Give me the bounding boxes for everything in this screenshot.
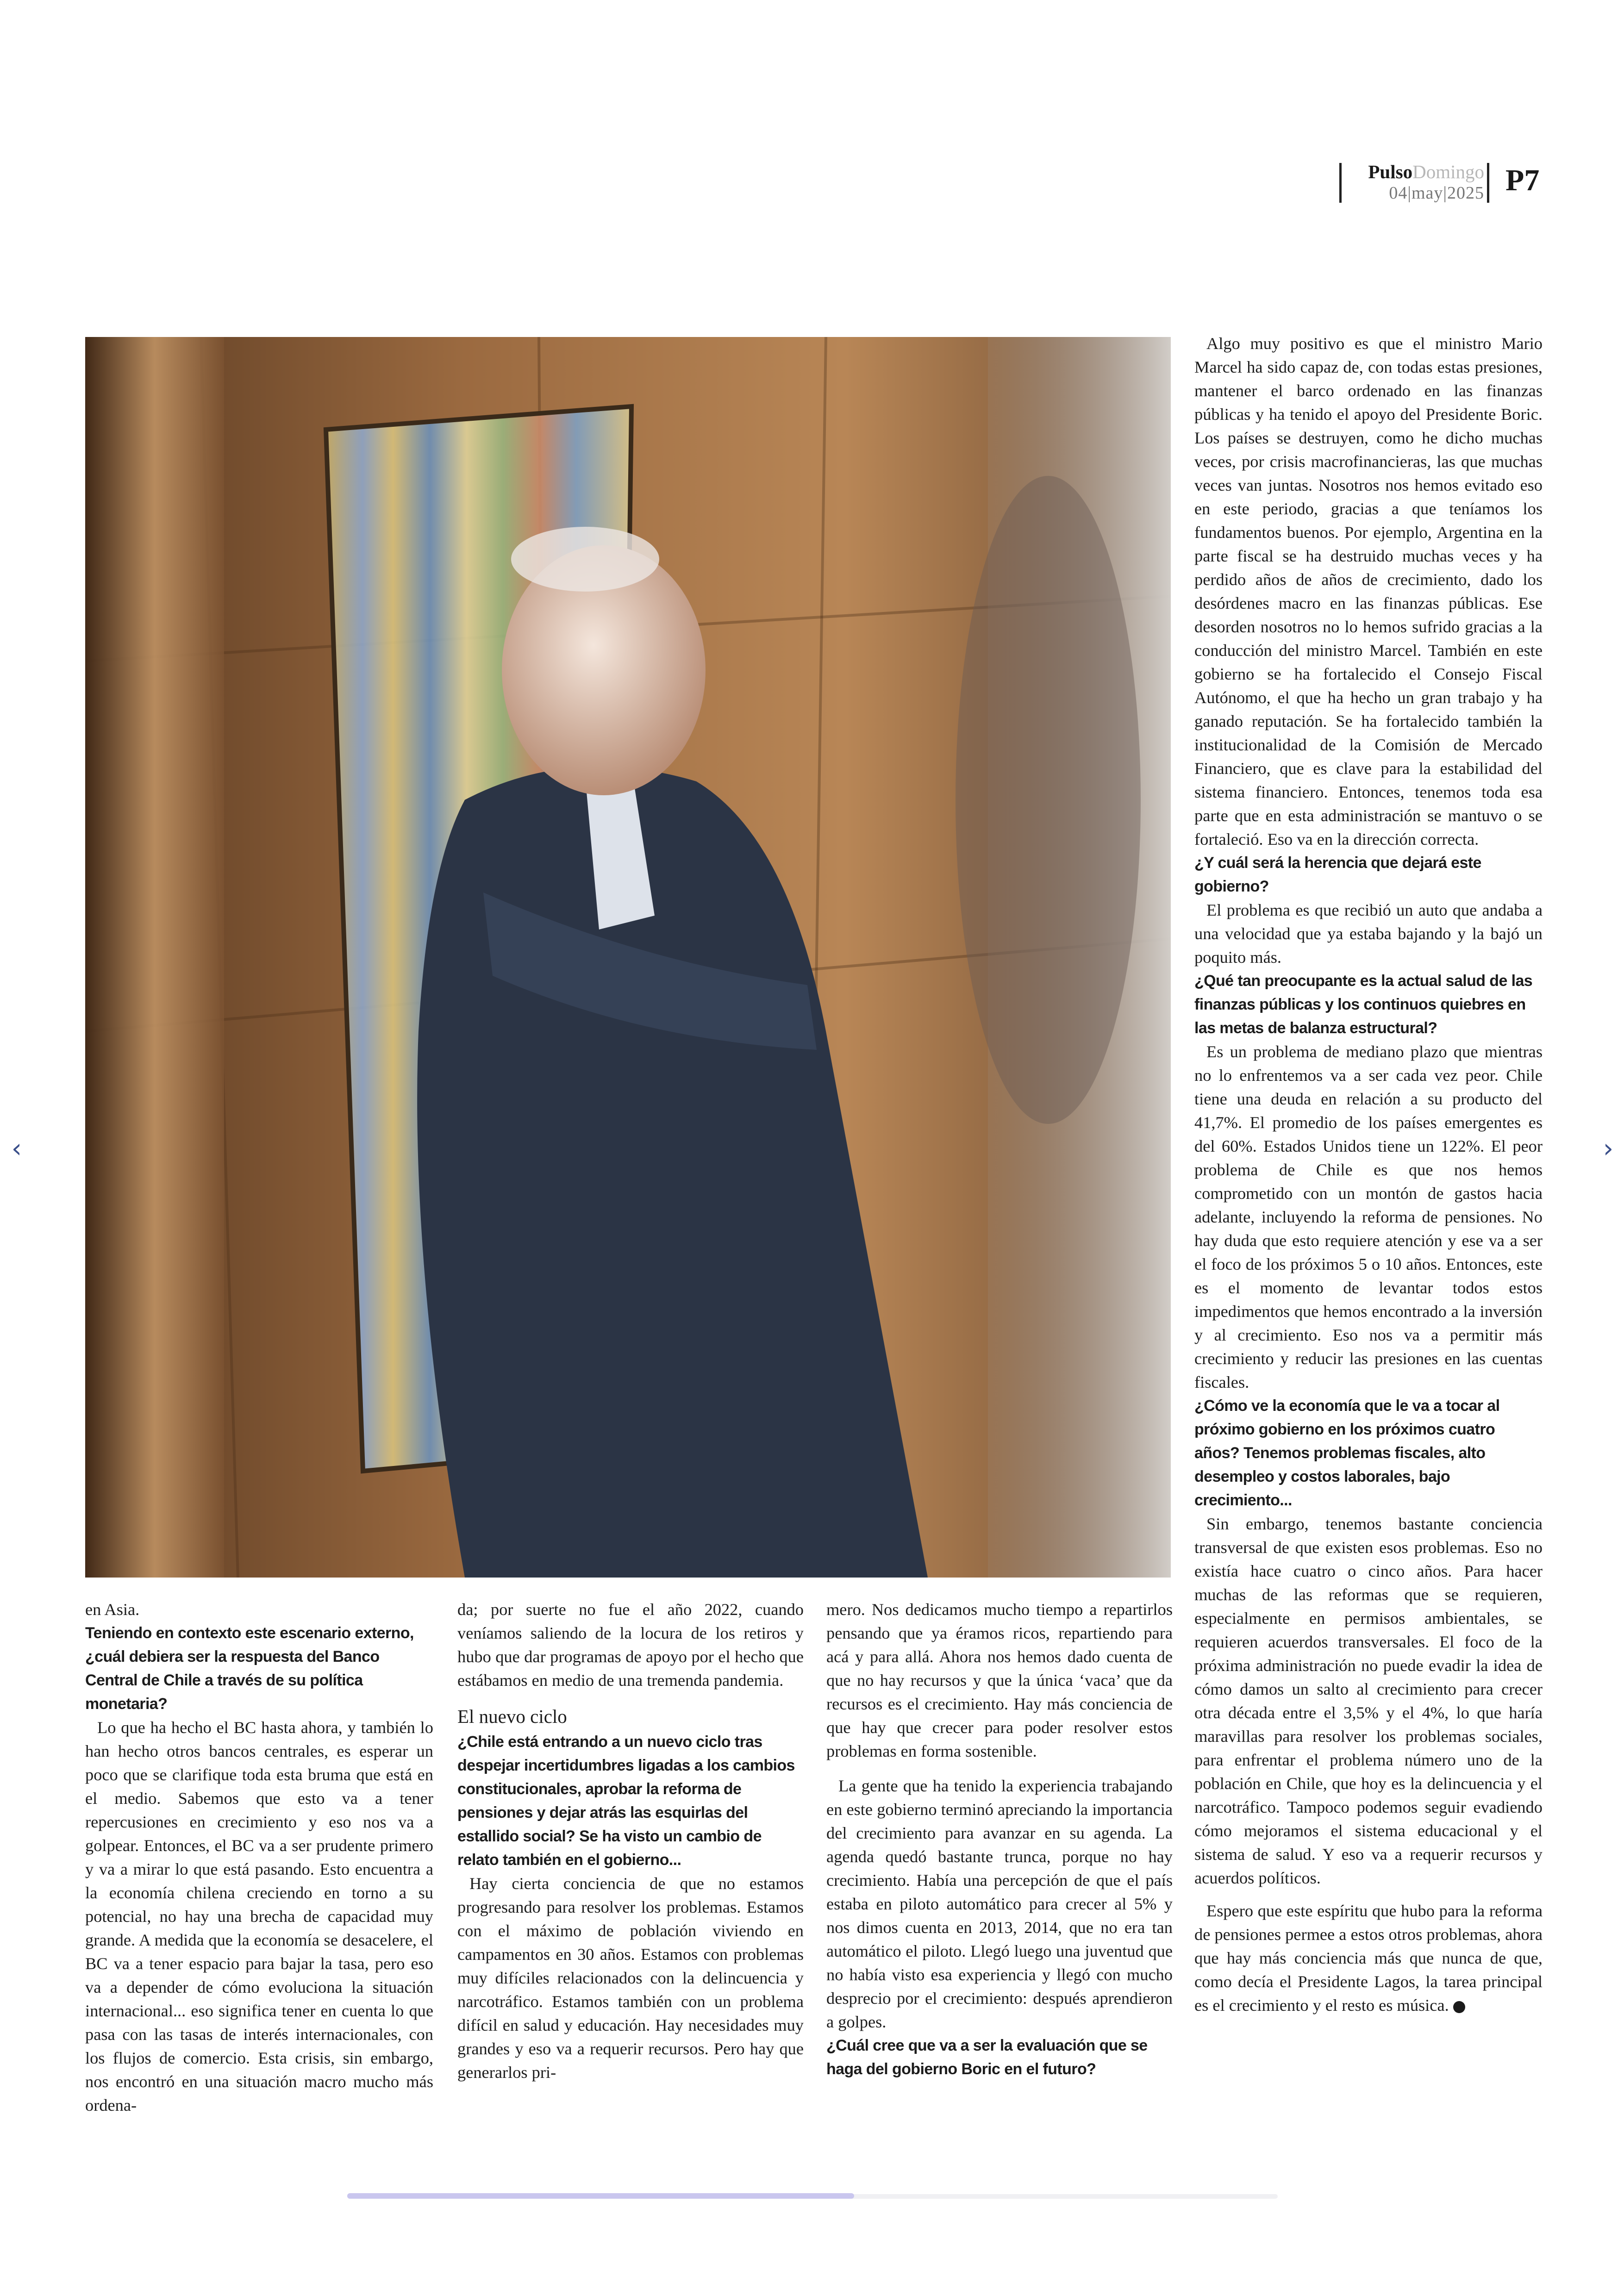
article-column-1 bbox=[85, 1598, 433, 2117]
brand-bold: Pulso bbox=[1368, 161, 1413, 182]
scrollbar-thumb[interactable] bbox=[347, 2193, 854, 2199]
paragraph: Sin embargo, tenemos bastante conciencia transversal de que existen esos problemas. Eso no existía hace cuatro o cinco años. Para hacer muchas de las reformas que se requieren, especialmente en permisos ambientales, se requieren acuerdos transversales. El foco de la próxima administración no puede evadir la idea de cómo damos un salto al crecimiento para crecer otra década entre el 3,5% y el 4%, lo que haría maravillas para resolver los problemas sociales, para enfrentar el problema número uno de la población en Chile, que hoy es la delincuencia y el narcotráfico. Tampoco podemos seguir evadiendo cómo mejoramos el sistema educacional y el sistema de salud. Y eso va a requerir recursos y acuerdos políticos. bbox=[1194, 1515, 1543, 1887]
interview-question: ¿Cuál cree que va a ser la evaluación que se haga del gobierno Boric en el futuro? bbox=[826, 2037, 1148, 2078]
interview-question: ¿Cómo ve la economía que le va a tocar al próximo gobierno en los próximos cuatro años? Tenemos problemas fiscales, alto desempleo y costos laborales, bajo crecimiento... bbox=[1194, 1397, 1500, 1509]
article-column-2 bbox=[457, 1598, 804, 2084]
closing-paragraph-text: Espero que este espíritu que hubo para la reforma de pensiones permee a estos otros problemas, ahora que hay más conciencia más que nunca de que, como decía el Presidente Lagos, la tarea principal es el crecimiento y el resto es música. bbox=[1194, 1902, 1543, 2014]
paragraph bbox=[1194, 1899, 1543, 2017]
issue-date: 04|may|2025 bbox=[1389, 183, 1484, 203]
portrait-illustration bbox=[85, 337, 1171, 1578]
brand-light: Domingo bbox=[1412, 161, 1484, 182]
article-column-3 bbox=[826, 1598, 1173, 2081]
interview-question: ¿Chile está entrando a un nuevo ciclo tras despejar incertidumbres ligadas a los cambios constitucionales, aprobar la reforma de pensiones y dejar atrás las esquirlas del estallido social? Se ha visto un cambio de relato también en el gobierno... bbox=[457, 1733, 795, 1869]
paragraph: en Asia. bbox=[85, 1600, 140, 1619]
interview-question: Teniendo en contexto este escenario externo, ¿cuál debiera ser la respuesta del Banco Central de Chile a través de su política monetaria? bbox=[85, 1624, 414, 1713]
paragraph: El problema es que recibió un auto que andaba a una velocidad que ya estaba bajando y la bajó un poquito más. bbox=[1194, 901, 1543, 967]
page-prefix: P bbox=[1505, 163, 1524, 197]
publication-brand bbox=[1347, 160, 1484, 183]
portrait-photo bbox=[85, 337, 1171, 1578]
interview-question: ¿Y cuál será la herencia que dejará este gobierno? bbox=[1194, 854, 1481, 895]
page-number bbox=[1505, 162, 1539, 199]
chevron-left-icon[interactable]: ‹ bbox=[11, 1134, 22, 1164]
header-divider-left bbox=[1339, 163, 1342, 203]
article-column-4 bbox=[1194, 332, 1543, 2017]
paragraph: Lo que ha hecho el BC hasta ahora, y también lo han hecho otros bancos centrales, es esperar un poco que se clarifique toda esta bruma que está en el medio. Sabemos que esto va a tener repercusiones en crecimiento y eso nos va a golpear. Entonces, el BC va a ser prudente primero y va a mirar lo que está pasando. Esto encuentra a la economía chilena creciendo en torno a su potencial, no hay una brecha de capacidad muy grande. A medida que la economía se desacelere, el BC va a tener espacio para bajar la tasa, pero eso va a depender de cómo evoluciona la situación internacional... eso significa tener en cuenta lo que pasa con las tasas de interés internacionales, con los flujos de comercio. Esta crisis, sin embargo, nos encontró en una situación macro mucho más ordena- bbox=[85, 1718, 433, 2114]
page-number-value: 7 bbox=[1524, 163, 1540, 197]
header-divider-right bbox=[1487, 163, 1489, 203]
paragraph: Es un problema de mediano plazo que mientras no lo enfrentemos va a ser cada vez peor. Chile tiene una deuda en relación a su producto del 41,7%. El promedio de los países emergentes es del 60%. Estados Unidos tiene un 122%. El peor problema de Chile es que nos hemos comprometido con un montón de gastos hacia adelante, incluyendo la reforma de pensiones. No hay duda que esto requiere atención y ese va a ser el foco de los próximos 5 o 10 años. Entonces, este es el momento de levantar todos estos impedimentos que hemos encontrado a la inversión y al crecimiento. Eso nos va a permitir más crecimiento y reducir las presiones en las cuentas fiscales. bbox=[1194, 1042, 1543, 1391]
paragraph: La gente que ha tenido la experiencia trabajando en este gobierno terminó apreciando la importancia del crecimiento para avanzar en su agenda. La agenda quedó bastante trunca, porque no hay crecimiento. Había una percepción de que el país estaba en piloto automático para crecer al 5% y nos dimos cuenta en 2013, 2014, que no era tan automático el piloto. Llegó luego una juventud que no había visto esa experiencia y llegó con mucho desprecio por el crecimiento: después aprendieron a golpes. bbox=[826, 1777, 1173, 2031]
interview-question: ¿Qué tan preocupante es la actual salud de las finanzas públicas y los continuos quiebres en las metas de balanza estructural? bbox=[1194, 972, 1533, 1037]
paragraph: Algo muy positivo es que el ministro Mario Marcel ha sido capaz de, con todas estas presiones, mantener el barco ordenado en las finanzas públicas y ha tenido el apoyo del Presidente Boric. Los países se destruyen, como he dicho muchas veces, por crisis macrofinancieras, las que muchas veces van juntas. Nosotros nos hemos evitado eso en este periodo, gracias a que teníamos los fundamentos buenos. Por ejemplo, Argentina en la parte fiscal se ha destruido muchas veces y ha perdido años de años de crecimiento, dado los desórdenes macro en las finanzas públicas. Ese desorden nosotros no lo hemos sufrido gracias a la conducción del ministro Marcel. También en este gobierno se ha fortalecido el Consejo Fiscal Autónomo, el que ha hecho un gran trabajo y ha ganado reputación. Se ha fortalecido también la institucionalidad de la Comisión de Mercado Financiero, que es clave para la estabilidad del sistema financiero. Entonces, tenemos toda esa parte que en esta administración se mantuvo o se fortaleció. Eso va en la dirección correcta. bbox=[1194, 334, 1543, 848]
section-heading: El nuevo ciclo bbox=[457, 1706, 567, 1727]
paragraph: mero. Nos dedicamos mucho tiempo a repartirlos pensando que ya éramos ricos, repartiendo para acá y para allá. Ahora nos hemos dado cuenta de que no hay recursos y que la única ‘vaca’ que da recursos es el crecimiento. Hay más conciencia de que hay que crecer para poder resolver estos problemas en forma sostenible. bbox=[826, 1600, 1173, 1760]
paragraph: da; por suerte no fue el año 2022, cuando veníamos saliendo de la locura de los retiros y hubo que dar programas de apoyo por el hecho que estábamos en medio de una tremenda pandemia. bbox=[457, 1600, 804, 1690]
paragraph: Hay cierta conciencia de que no estamos progresando para resolver los problemas. Estamos con el máximo de población viviendo en campamentos en 30 años. Estamos con problemas muy difíciles relacionados con la delincuencia y narcotráfico. Estamos también con un problema difícil en salud y educación. Hay necesidades muy grandes y eso va a requerir recursos. Pero hay que generarlos pri- bbox=[457, 1874, 804, 2082]
chevron-right-icon[interactable]: › bbox=[1603, 1134, 1614, 1164]
end-of-article-icon: P bbox=[1453, 2001, 1465, 2013]
